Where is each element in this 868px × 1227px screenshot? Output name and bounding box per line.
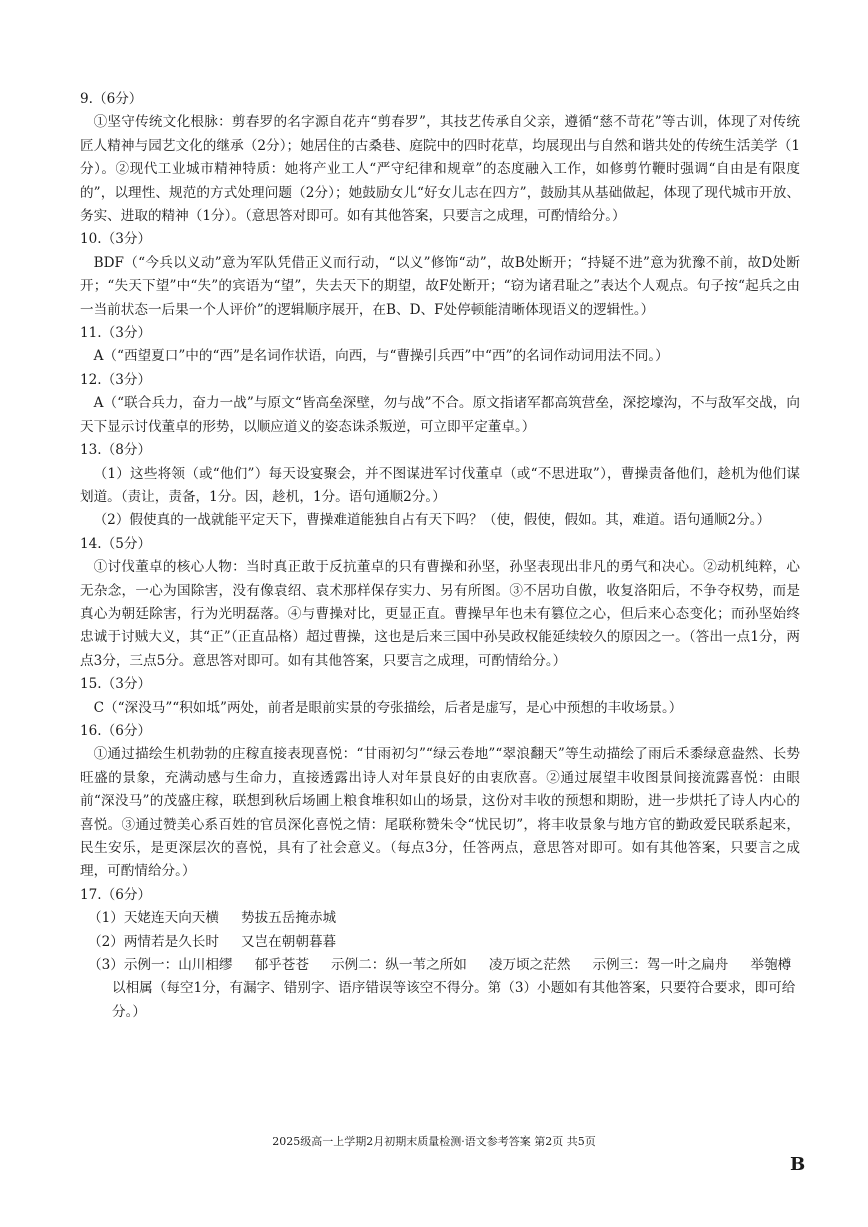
question-heading: 10.（3分） <box>80 231 152 248</box>
example-1: 示例一：山川相缪 <box>123 957 233 974</box>
question-9 <box>80 88 800 228</box>
answer-item-2 <box>80 931 800 954</box>
answer-text: ①通过描绘生机勃勃的庄稼直接表现喜悦：“甘雨初匀”“绿云卷地”“翠浪翻天”等生动描绘了雨后禾黍绿意盎然、长势旺盛的景象，充满动感与生命力，直接透露出诗人对年景良好的由衷欣喜。②通过展望丰收图景间接流露喜悦：由眼前“深没马”的茂盛庄稼，联想到秋后场圃上粮食堆积如山的场景，这份对丰收的预想和期盼，进一步烘托了诗人内心的喜悦。③通过赞美心系百姓的官员深化喜悦之情：尾联称赞朱令“忧民切”，将丰收景象与地方官的勤政爱民联系起来，民生安乐，是更深层次的喜悦，具有了社会意义。（每点3分，任答两点，意思答对即可。如有其他答案，只要言之成理，可酌情给分。） <box>80 746 800 880</box>
question-10 <box>80 228 800 322</box>
question-11 <box>80 322 800 369</box>
question-16 <box>80 720 800 884</box>
item-number: （1） <box>88 910 124 927</box>
answer-text: ①讨伐董卓的核心人物：当时真正敢于反抗董卓的只有曹操和孙坚，孙坚表现出非凡的勇气和决心。②动机纯粹，心无杂念，一心为国除害，没有像袁绍、袁术那样保存实力、另有所图。③不居功自傲，收复洛阳后，不争夺权势，而是真心为朝廷除害，行为光明磊落。④与曹操对比，更显正直。曹操早年也未有篡位之心，但后来心态变化；而孙坚始终忠诚于讨贼大义，其“正”（正直品格）超过曹操，这也是后来三国中孙吴政权能延续较久的原因之一。（答出一点1分，两点3分，三点5分。意思答对即可。如有其他答案，只要言之成理，可酌情给分。） <box>80 559 800 669</box>
poem-line: 又岂在朝朝暮暮 <box>241 933 337 950</box>
question-13 <box>80 439 800 533</box>
answer-item-3 <box>80 954 800 1024</box>
item-number: （2） <box>88 933 124 950</box>
answer-text: BDF（“今兵以义动”意为军队凭借正义而行动，“以义”修饰“动”，故B处断开；“持疑不进”意为犹豫不前，故D处断开；“失天下望”中“失”的宾语为“望”，失去天下的期望，故F处断开；“窃为诸君耻之”表达个人观点。句子按“起兵之由一当前状态一后果一个人评价”的逻辑顺序展开，在B、D、F处停顿能清晰体现语义的逻辑性。） <box>80 254 800 318</box>
answer-key-content <box>80 88 800 1024</box>
question-15 <box>80 673 800 720</box>
question-heading: 12.（3分） <box>80 371 152 388</box>
example-2: 示例二：纵一苇之所如 <box>330 957 467 974</box>
question-heading: 16.（6分） <box>80 722 152 739</box>
question-heading: 9.（6分） <box>80 91 143 107</box>
question-heading: 11.（3分） <box>80 325 152 342</box>
question-heading: 17.（6分） <box>80 886 152 903</box>
question-14 <box>80 533 800 673</box>
example-3: 示例三：驾一叶之扁舟 <box>592 957 729 974</box>
question-17 <box>80 884 800 1024</box>
answer-text: C（“深没马”“积如坻”两处，前者是眼前实景的夸张描绘，后者是虚写，是心中预想的丰收场景。） <box>93 699 683 716</box>
question-heading: 15.（3分） <box>80 676 152 693</box>
answer-text: （2）假使真的一战就能平定天下，曹操难道能独自占有天下吗？（使，假使，假如。其，难道。语句通顺2分。） <box>93 512 771 529</box>
answer-item-1 <box>80 907 800 930</box>
example-1-line: 郁乎苍苍 <box>254 957 309 974</box>
poem-line: 两情若是久长时 <box>123 933 219 950</box>
question-heading: 14.（5分） <box>80 535 152 552</box>
answer-text: （1）这些将领（或“他们”）每天设宴聚会，并不图谋进军讨伐董卓（或“不思进取”），曹操责备他们，趁机为他们谋划道。（责让，责备，1分。因，趁机，1分。语句通顺2分。） <box>80 465 800 505</box>
example-3-line: 举匏樽以相属 <box>112 957 792 997</box>
item-number: （3） <box>88 957 124 974</box>
answer-text: ①坚守传统文化根脉：剪春罗的名字源自花卉“剪春罗”，其技艺传承自父亲，遵循“慈不苛花”等古训，体现了对传统匠人精神与园艺文化的继承（2分）；她居住的古桑巷、庭院中的四时花草，均展现出与自然和谐共处的传统生活美学（1分）。②现代工业城市精神特质：她将产业工人“严守纪律和规章”的态度融入工作，如修剪竹鞭时强调“自由是有限度的”，以理性、规范的方式处理问题（2分）；她鼓励女儿“好女儿志在四方”，鼓励其从基础做起，体现了现代城市开放、务实、进取的精神（1分）。（意思答对即可。如有其他答案，只要言之成理，可酌情给分。） <box>80 114 800 225</box>
answer-text: A（“西望夏口”中的“西”是名词作状语，向西，与“曹操引兵西”中“西”的名词作动词用法不同。） <box>93 348 669 365</box>
question-12 <box>80 369 800 439</box>
poem-line: 势拔五岳掩赤城 <box>241 910 337 927</box>
poem-line: 天姥连天向天横 <box>123 910 219 927</box>
answer-text: A（“联合兵力，奋力一战”与原文“皆高垒深壁，勿与战”不合。原文指诸军都高筑营垒，深挖壕沟，不与敌军交战，向天下显示讨伐董卓的形势，以顺应道义的姿态诛杀叛逆，可立即平定董卓。） <box>80 395 800 435</box>
question-heading: 13.（8分） <box>80 442 152 459</box>
version-mark: B <box>790 1154 806 1175</box>
page-footer: 2025级高一上学期2月初期末质量检测·语文参考答案 第2页 共5页 <box>272 1135 596 1148</box>
example-2-line: 凌万顷之茫然 <box>488 957 571 974</box>
scoring-note: （每空1分，有漏字、错别字、语序错误等该空不得分。第（3）小题如有其他答案，只要符合要求，即可给分。） <box>112 980 796 1020</box>
